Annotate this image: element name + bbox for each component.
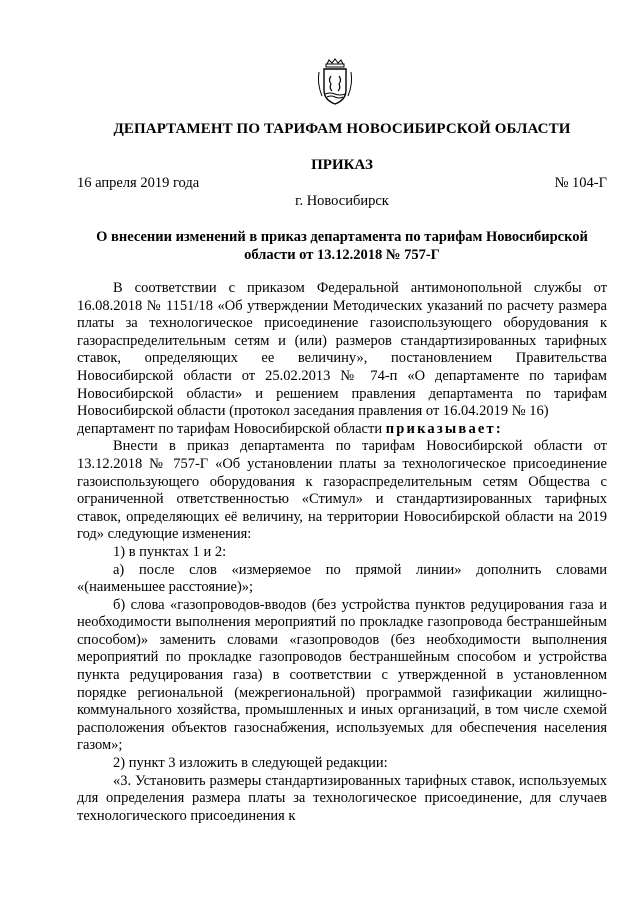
document-subject: О внесении изменений в приказ департамента по тарифам Новосибирской области от 13.12.2018 № 757-Г: [96, 229, 588, 263]
document-number: № 104-Г: [554, 175, 607, 191]
paragraph-preamble: В соответствии с приказом Федеральной антимонопольной службы от 16.08.2018 № 1151/18 «Об утверждении Методических указаний по расчету размера платы за технологическое присоединение газоиспользующего оборудования к газораспределительным сетям и (или) размеров стандартизированных тарифных ставок, определяющих ее величину», постановлением Правительства Новосибирской области от 25.02.2013 № 74-п «О департаменте по тарифам Новосибирской области» и решением правления департамента по тарифам Новосибирской области (протокол заседания правления от 16.04.2019 № 16): [77, 280, 607, 420]
decree-word: приказывает:: [385, 420, 503, 437]
decree-lead: департамент по тарифам Новосибирской области: [77, 420, 386, 437]
paragraph-6: «3. Установить размеры стандартизированных тарифных ставок, используемых для определения размера платы за технологическое присоединение, для случаев технологического присоединения к: [77, 772, 607, 824]
date-number-row: [77, 175, 607, 193]
document-city: г. Новосибирск: [295, 193, 389, 209]
paragraph-2: 1) в пунктах 1 и 2:: [113, 543, 227, 560]
department-title: ДЕПАРТАМЕНТ ПО ТАРИФАМ НОВОСИБИРСКОЙ ОБЛАСТИ: [113, 121, 571, 137]
paragraph-decree: [77, 421, 607, 439]
document-body: [77, 280, 607, 825]
paragraph-3: а) после слов «измеряемое по прямой линии» дополнить словами «(наименьшее расстояние)»;: [77, 561, 607, 596]
paragraph-1: Внести в приказ департамента по тарифам Новосибирской области от 13.12.2018 № 757-Г «Об установлении платы за технологическое присоединение газоиспользующего оборудования к газораспределительным сетям Общества с ограниченной ответственностью «Стимул» и стандартизированных тарифных ставок, определяющих её величину, на территории Новосибирской области на 2019 год» следующие изменения:: [77, 438, 607, 543]
coat-of-arms-icon: [315, 58, 355, 108]
document-type: ПРИКАЗ: [311, 157, 373, 173]
paragraph-4: б) слова «газопроводов-вводов (без устройства пунктов редуцирования газа и необходимости выполнения мероприятий по прокладке газопровода бестраншейным способом)» заменить словами «газопроводов (без необходимости выполнения мероприятий по прокладке газопроводов бестраншейным способом и устройства пункта редуцирования газа) в соответствии с утвержденной в установленном порядке региональной (межрегиональной) программой газификации жилищно-коммунального хозяйства, промышленных и иных организаций, в том числе схемой расположения объектов газоснабжения, используемых для обеспечения населения газом»;: [77, 596, 607, 754]
paragraph-5: 2) пункт 3 изложить в следующей редакции:: [113, 755, 388, 772]
document-date: 16 апреля 2019 года: [77, 175, 200, 191]
